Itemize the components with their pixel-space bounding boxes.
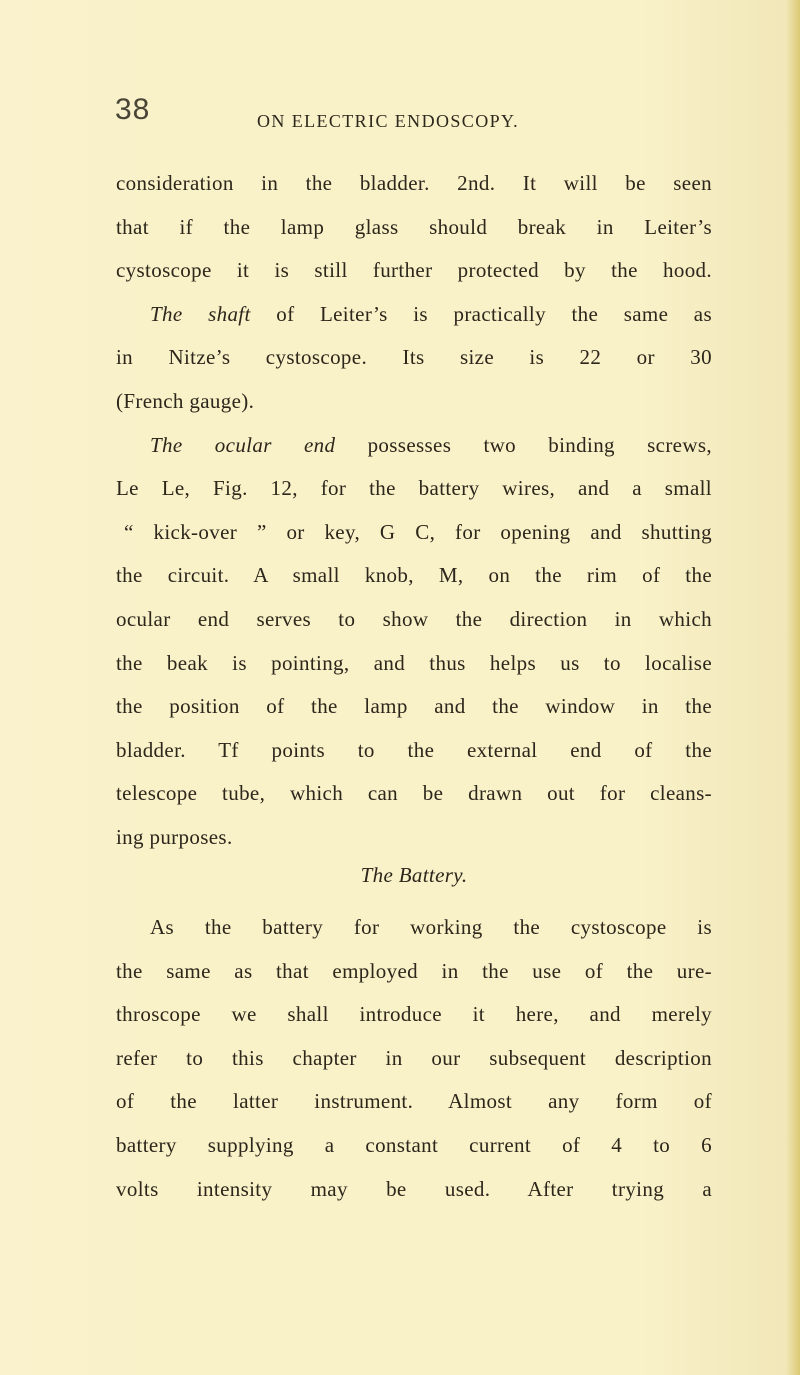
text-line-italic-lead: The ocular end possesses two binding screws,: [150, 432, 712, 457]
text-line: the same as that employed in the use of the ure-: [116, 958, 712, 983]
text-line: volts intensity may be used. After trying a: [116, 1176, 712, 1201]
page-number: 38: [115, 93, 151, 126]
text-line-italic-lead: The shaft of Leiter’s is practically the same as: [150, 301, 712, 326]
text-line: “ kick-over ” or key, G C, for opening and shutting: [124, 519, 712, 544]
text-line: ing purposes.: [116, 824, 233, 849]
text-line: throscope we shall introduce it here, and merely: [116, 1002, 712, 1027]
italic-term: The ocular end: [150, 432, 336, 457]
text-line: ocular end serves to show the direction in which: [116, 606, 712, 631]
page-header: [115, 95, 695, 139]
text-line: As the battery for working the cystoscope is: [150, 915, 712, 939]
text-line: Le Le, Fig. 12, for the battery wires, and a small: [116, 476, 712, 501]
body-text-section-2: [116, 906, 712, 1211]
text-line: of the latter instrument. Almost any form of: [116, 1089, 712, 1114]
body-text: [116, 162, 712, 1201]
text-line: refer to this chapter in our subsequent description: [116, 1045, 712, 1070]
text-line: battery supplying a constant current of 4 to 6: [116, 1132, 712, 1157]
text-line: (French gauge).: [116, 388, 255, 413]
running-head: ON ELECTRIC ENDOSCOPY.: [257, 111, 519, 131]
text-line: that if the lamp glass should break in Leiter’s: [116, 214, 712, 239]
section-heading: The Battery.: [360, 863, 468, 887]
text-line: in Nitze’s cystoscope. Its size is 22 or 30: [116, 345, 712, 370]
text-line: the beak is pointing, and thus helps us to localise: [116, 650, 712, 675]
text-line: telescope tube, which can be drawn out for cleans-: [116, 781, 712, 806]
text-line: the position of the lamp and the window in the: [116, 694, 712, 719]
text-line: consideration in the bladder. 2nd. It will be seen: [116, 171, 712, 195]
page-edge-shadow: [786, 0, 800, 1375]
text-line: the circuit. A small knob, M, on the rim of the: [116, 563, 712, 588]
italic-term: The shaft: [150, 301, 251, 326]
text-line: cystoscope it is still further protected by the hood.: [116, 258, 712, 283]
text-line: bladder. Tf points to the external end of the: [116, 737, 712, 762]
